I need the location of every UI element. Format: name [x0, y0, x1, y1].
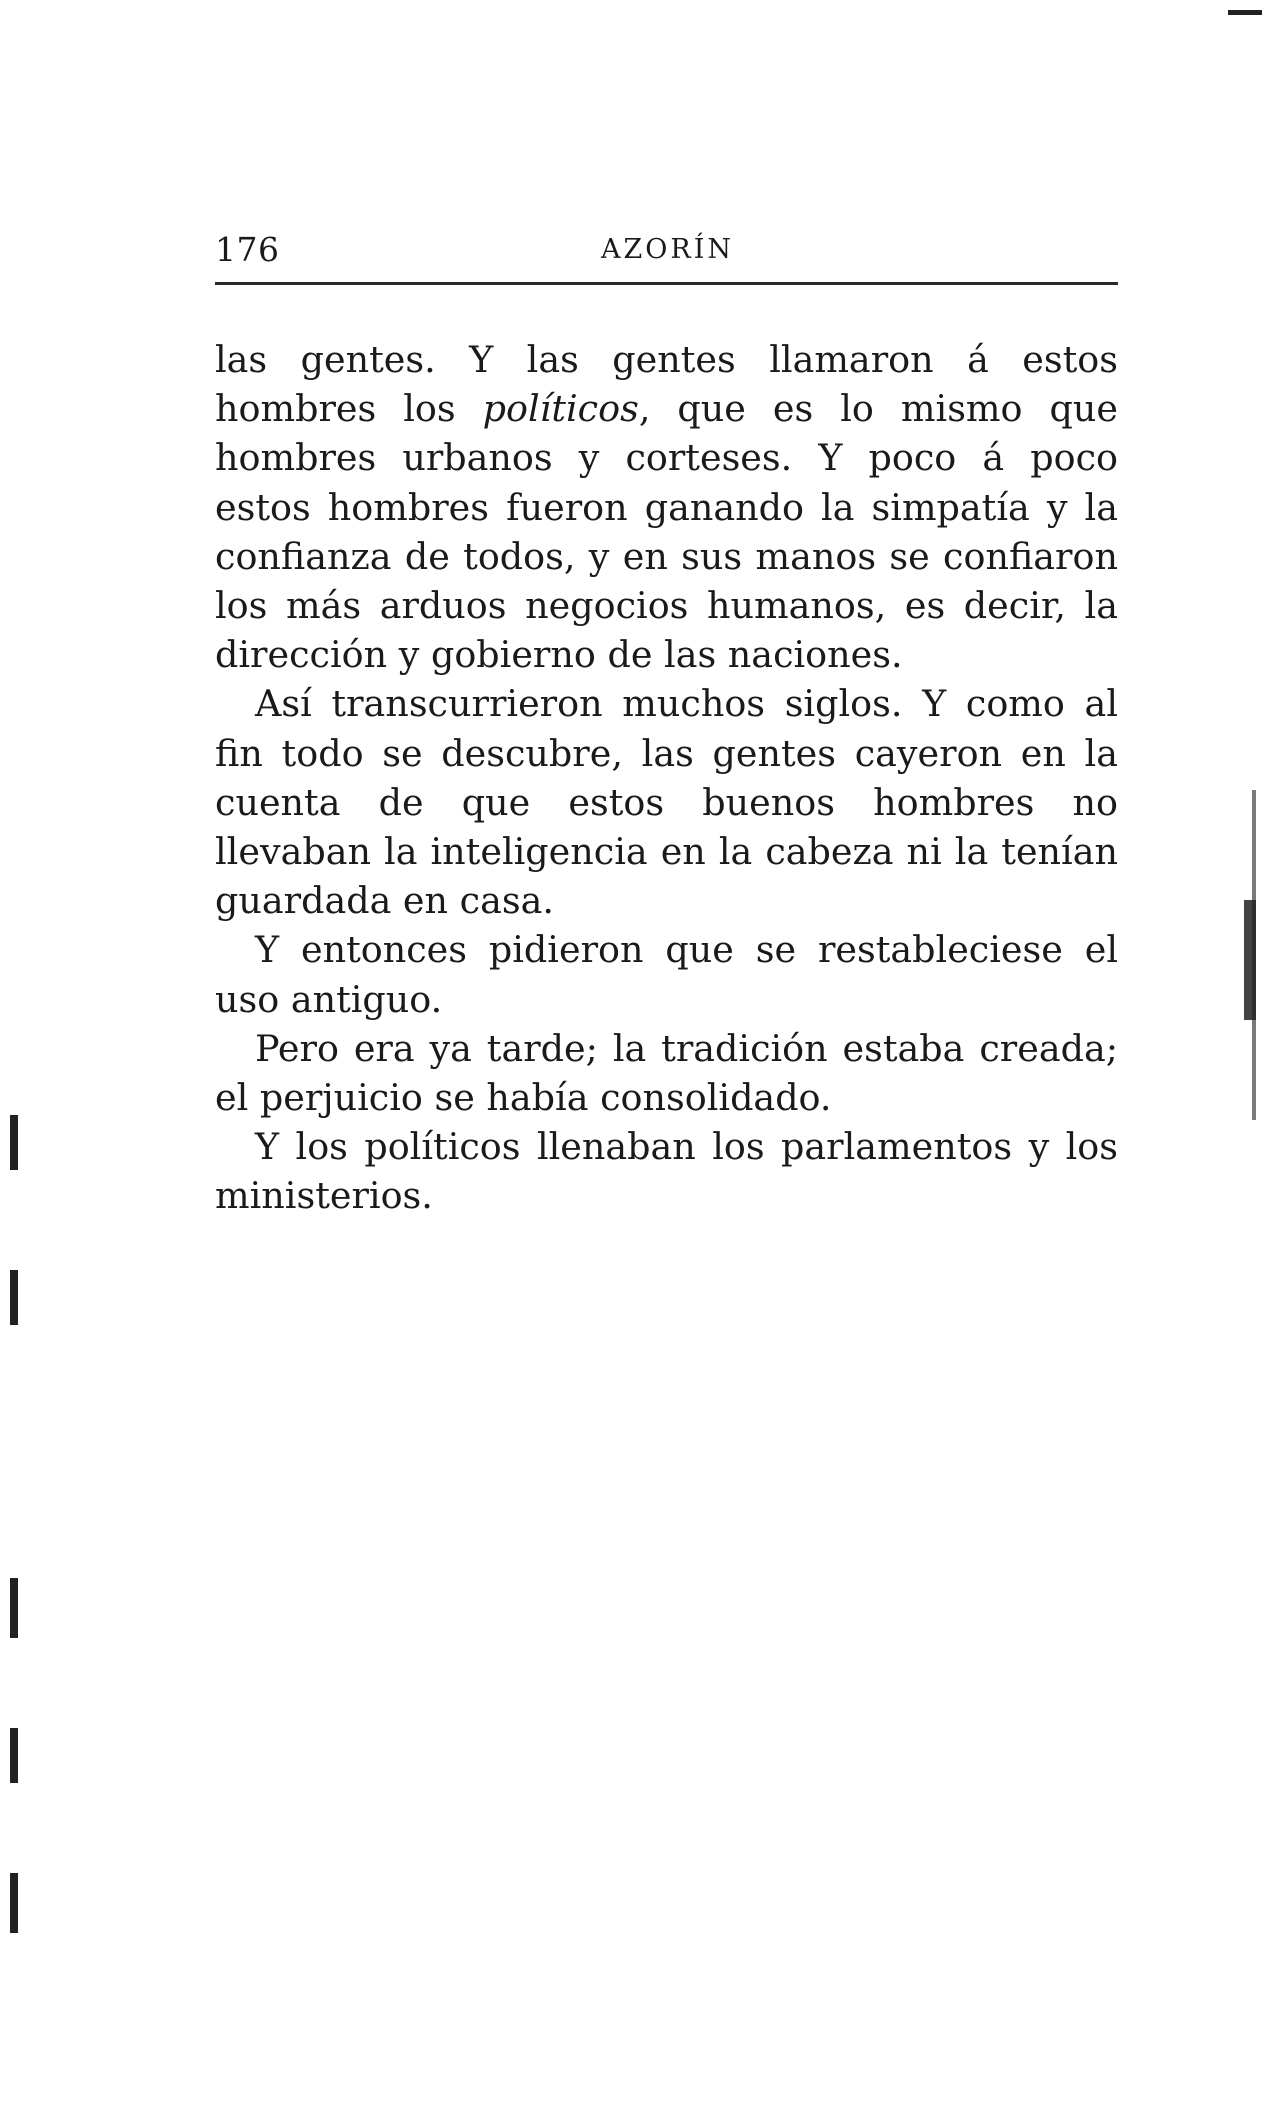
running-head: AZORÍN: [601, 234, 735, 265]
paragraph-1-text-b: , que es lo mismo que hombres urbanos y corteses. Y poco á poco estos hombres fueron ganando la simpatía y la confianza de todos, y en sus manos se confiaron los más arduos negocios humanos, es decir, la dirección y gobierno de las naciones.: [215, 387, 1118, 677]
paragraph-3: Y entonces pidieron que se restableciese el uso antiguo.: [215, 928, 1118, 1021]
header-rule: [215, 282, 1118, 285]
scan-mark-left-5: [10, 1873, 18, 1933]
scan-mark-top-right: [1228, 10, 1262, 15]
paragraph-2: Así transcurrieron muchos siglos. Y como al fin todo se descubre, las gentes cayeron en la cuenta de que estos buenos hombres no llevaban la inteligencia en la cabeza ni la tenían guardada en casa.: [215, 682, 1118, 923]
body-text: [215, 335, 1118, 1221]
scan-mark-left-1: [10, 1115, 18, 1170]
scan-mark-right-edge-thin: [1252, 790, 1256, 1120]
page-header: [215, 222, 1118, 282]
scan-mark-left-4: [10, 1728, 18, 1783]
scan-mark-left-2: [10, 1270, 18, 1325]
paragraph-5: Y los políticos llenaban los parlamentos y los ministerios.: [215, 1125, 1118, 1218]
paragraph-4: Pero era ya tarde; la tradición estaba creada; el perjuicio se había consolidado.: [215, 1026, 1118, 1120]
paragraph-1-italic: políticos: [482, 387, 639, 431]
paragraph-1-text-a: las gentes. Y las gentes llamaron á estos hombres los: [215, 338, 1118, 431]
paragraph-1: [215, 335, 1118, 679]
page-number: 176: [215, 230, 280, 269]
scan-mark-left-3: [10, 1578, 18, 1638]
